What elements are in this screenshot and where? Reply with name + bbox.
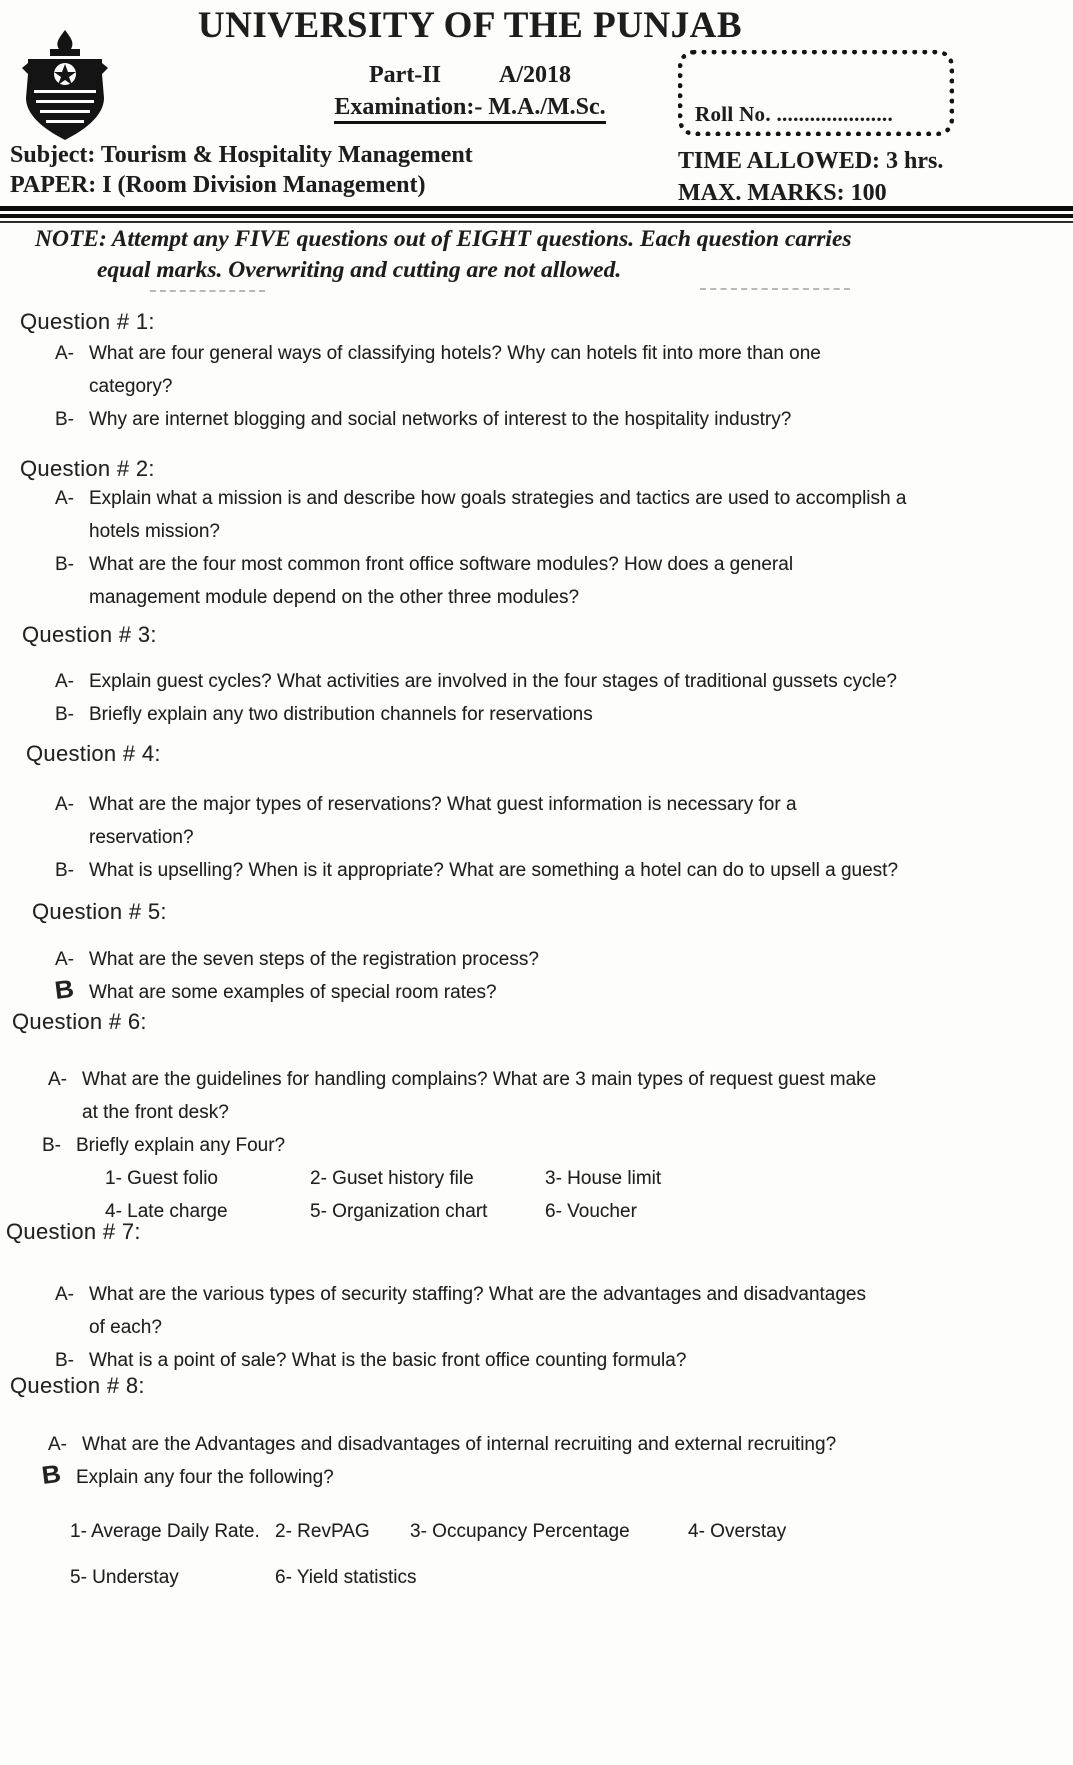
question-2-part-a — [0, 482, 1073, 548]
part-label: A- — [48, 1434, 67, 1455]
part-label: A- — [55, 343, 74, 364]
part-label: A- — [55, 949, 74, 970]
question-3-title: Question # 3: — [22, 622, 157, 647]
part-label: A- — [55, 1284, 74, 1305]
part-text: Explain any four the following? — [76, 1467, 334, 1488]
question-1-title: Question # 1: — [20, 309, 155, 334]
roll-no-box — [678, 50, 954, 136]
part-label: B- — [55, 1350, 74, 1371]
list-item: 1- Average Daily Rate. — [70, 1521, 260, 1542]
list-item: 2- Guset history file — [310, 1168, 474, 1189]
part-text: What are the various types of security staffing? What are the advantages and disadvantages of each? — [89, 1284, 866, 1338]
question-5-part-b — [0, 976, 1073, 1009]
time-allowed-label: TIME ALLOWED: 3 hrs. — [678, 148, 944, 174]
list-item: 3- House limit — [545, 1168, 662, 1189]
question-5-part-a — [0, 943, 1073, 976]
part-label: A- — [55, 488, 74, 509]
question-6 — [0, 1009, 1073, 1228]
list-item: 5- Organization chart — [310, 1201, 488, 1222]
part-text: Briefly explain any two distribution channels for reservations — [89, 704, 593, 725]
question-4-title: Question # 4: — [26, 741, 161, 766]
part-label: Part-II — [369, 62, 441, 88]
part-text: What are the Advantages and disadvantages of internal recruiting and external recruiting? — [82, 1434, 837, 1455]
part-text: What are the four most common front office software modules? How does a general management module depend on the other three modules? — [89, 554, 794, 608]
scan-noise — [150, 290, 265, 292]
question-1-part-b — [0, 403, 1073, 436]
question-6-part-b — [0, 1129, 1073, 1162]
header — [0, 0, 1073, 305]
question-2-part-b — [0, 548, 1073, 614]
question-8-part-a — [0, 1428, 1073, 1461]
sublist-row — [70, 1561, 1073, 1594]
question-1-part-a — [0, 337, 1073, 403]
question-5 — [0, 899, 1073, 1009]
roll-no-label: Roll No. ..................... — [695, 102, 893, 126]
part-text: What are four general ways of classifying hotels? Why can hotels fit into more than one category? — [89, 343, 821, 397]
session-label: A/2018 — [498, 62, 571, 88]
question-2-title: Question # 2: — [20, 456, 155, 481]
question-2 — [0, 456, 1073, 614]
part-text: What are the major types of reservations? What guest information is necessary for a reservation? — [89, 794, 797, 848]
question-3-part-a — [0, 665, 1073, 698]
part-label: B- — [55, 704, 74, 725]
question-1 — [0, 309, 1073, 436]
list-item: 3- Occupancy Percentage — [410, 1521, 630, 1542]
question-3 — [0, 622, 1073, 731]
list-item: 2- RevPAG — [275, 1521, 370, 1542]
question-7-title: Question # 7: — [6, 1219, 141, 1244]
part-text: What is a point of sale? What is the basic front office counting formula? — [89, 1350, 687, 1371]
question-7-part-a — [0, 1278, 1073, 1344]
part-text: What are the seven steps of the registration process? — [89, 949, 539, 970]
note-block — [35, 224, 1035, 286]
part-text: Why are internet blogging and social networks of interest to the hospitality industry? — [89, 409, 792, 430]
paper-line: PAPER: I (Room Division Management) — [10, 172, 426, 198]
list-item: 1- Guest folio — [105, 1168, 218, 1189]
list-item: 6- Yield statistics — [275, 1567, 417, 1588]
part-label: B- — [55, 409, 74, 430]
sublist-row — [70, 1515, 1073, 1548]
max-marks-label: MAX. MARKS: 100 — [678, 180, 887, 206]
note-line-2: equal marks. Overwriting and cutting are not allowed. — [97, 257, 622, 283]
examination-label: Examination:- M.A./M.Sc. — [334, 94, 605, 124]
question-6-part-a — [0, 1063, 1073, 1129]
list-item: 4- Overstay — [688, 1521, 787, 1542]
part-label: B- — [42, 1135, 61, 1156]
question-8-sublist — [70, 1515, 1073, 1594]
part-label: B — [53, 974, 76, 1005]
part-label: A- — [48, 1069, 67, 1090]
question-4-part-b — [0, 854, 1073, 887]
list-item: 4- Late charge — [105, 1201, 228, 1222]
sublist-row — [105, 1162, 1073, 1195]
part-label: B- — [55, 554, 74, 575]
question-6-title: Question # 6: — [12, 1009, 147, 1034]
list-item: 5- Understay — [70, 1567, 179, 1588]
part-text: What are some examples of special room rates? — [89, 982, 497, 1003]
question-8-title: Question # 8: — [10, 1373, 145, 1398]
part-text: What are the guidelines for handling complains? What are 3 main types of request guest make at the front desk? — [82, 1069, 877, 1123]
part-text: Briefly explain any Four? — [76, 1135, 286, 1156]
question-5-title: Question # 5: — [32, 899, 167, 924]
part-label: A- — [55, 794, 74, 815]
question-8 — [0, 1373, 1073, 1594]
question-8-part-b — [0, 1461, 1073, 1494]
subject-line: Subject: Tourism & Hospitality Management — [10, 142, 473, 168]
note-line-1: NOTE: Attempt any FIVE questions out of EIGHT questions. Each question carries — [35, 226, 852, 252]
part-label: B — [40, 1459, 63, 1490]
part-text: Explain what a mission is and describe how goals strategies and tactics are used to accomplish a hotels mission? — [89, 488, 907, 542]
header-divider — [0, 206, 1073, 223]
university-logo-icon — [14, 28, 116, 146]
part-text: Explain guest cycles? What activities are involved in the four stages of traditional gussets cycle? — [89, 671, 897, 692]
part-text: What is upselling? When is it appropriate? What are something a hotel can do to upsell a guest? — [89, 860, 899, 881]
question-4 — [0, 741, 1073, 887]
part-label: B- — [55, 860, 74, 881]
question-7 — [0, 1219, 1073, 1377]
scan-noise — [700, 288, 850, 290]
part-label: A- — [55, 671, 74, 692]
question-4-part-a — [0, 788, 1073, 854]
list-item: 6- Voucher — [545, 1201, 637, 1222]
university-title: UNIVERSITY OF THE PUNJAB — [197, 5, 743, 46]
question-3-part-b — [0, 698, 1073, 731]
